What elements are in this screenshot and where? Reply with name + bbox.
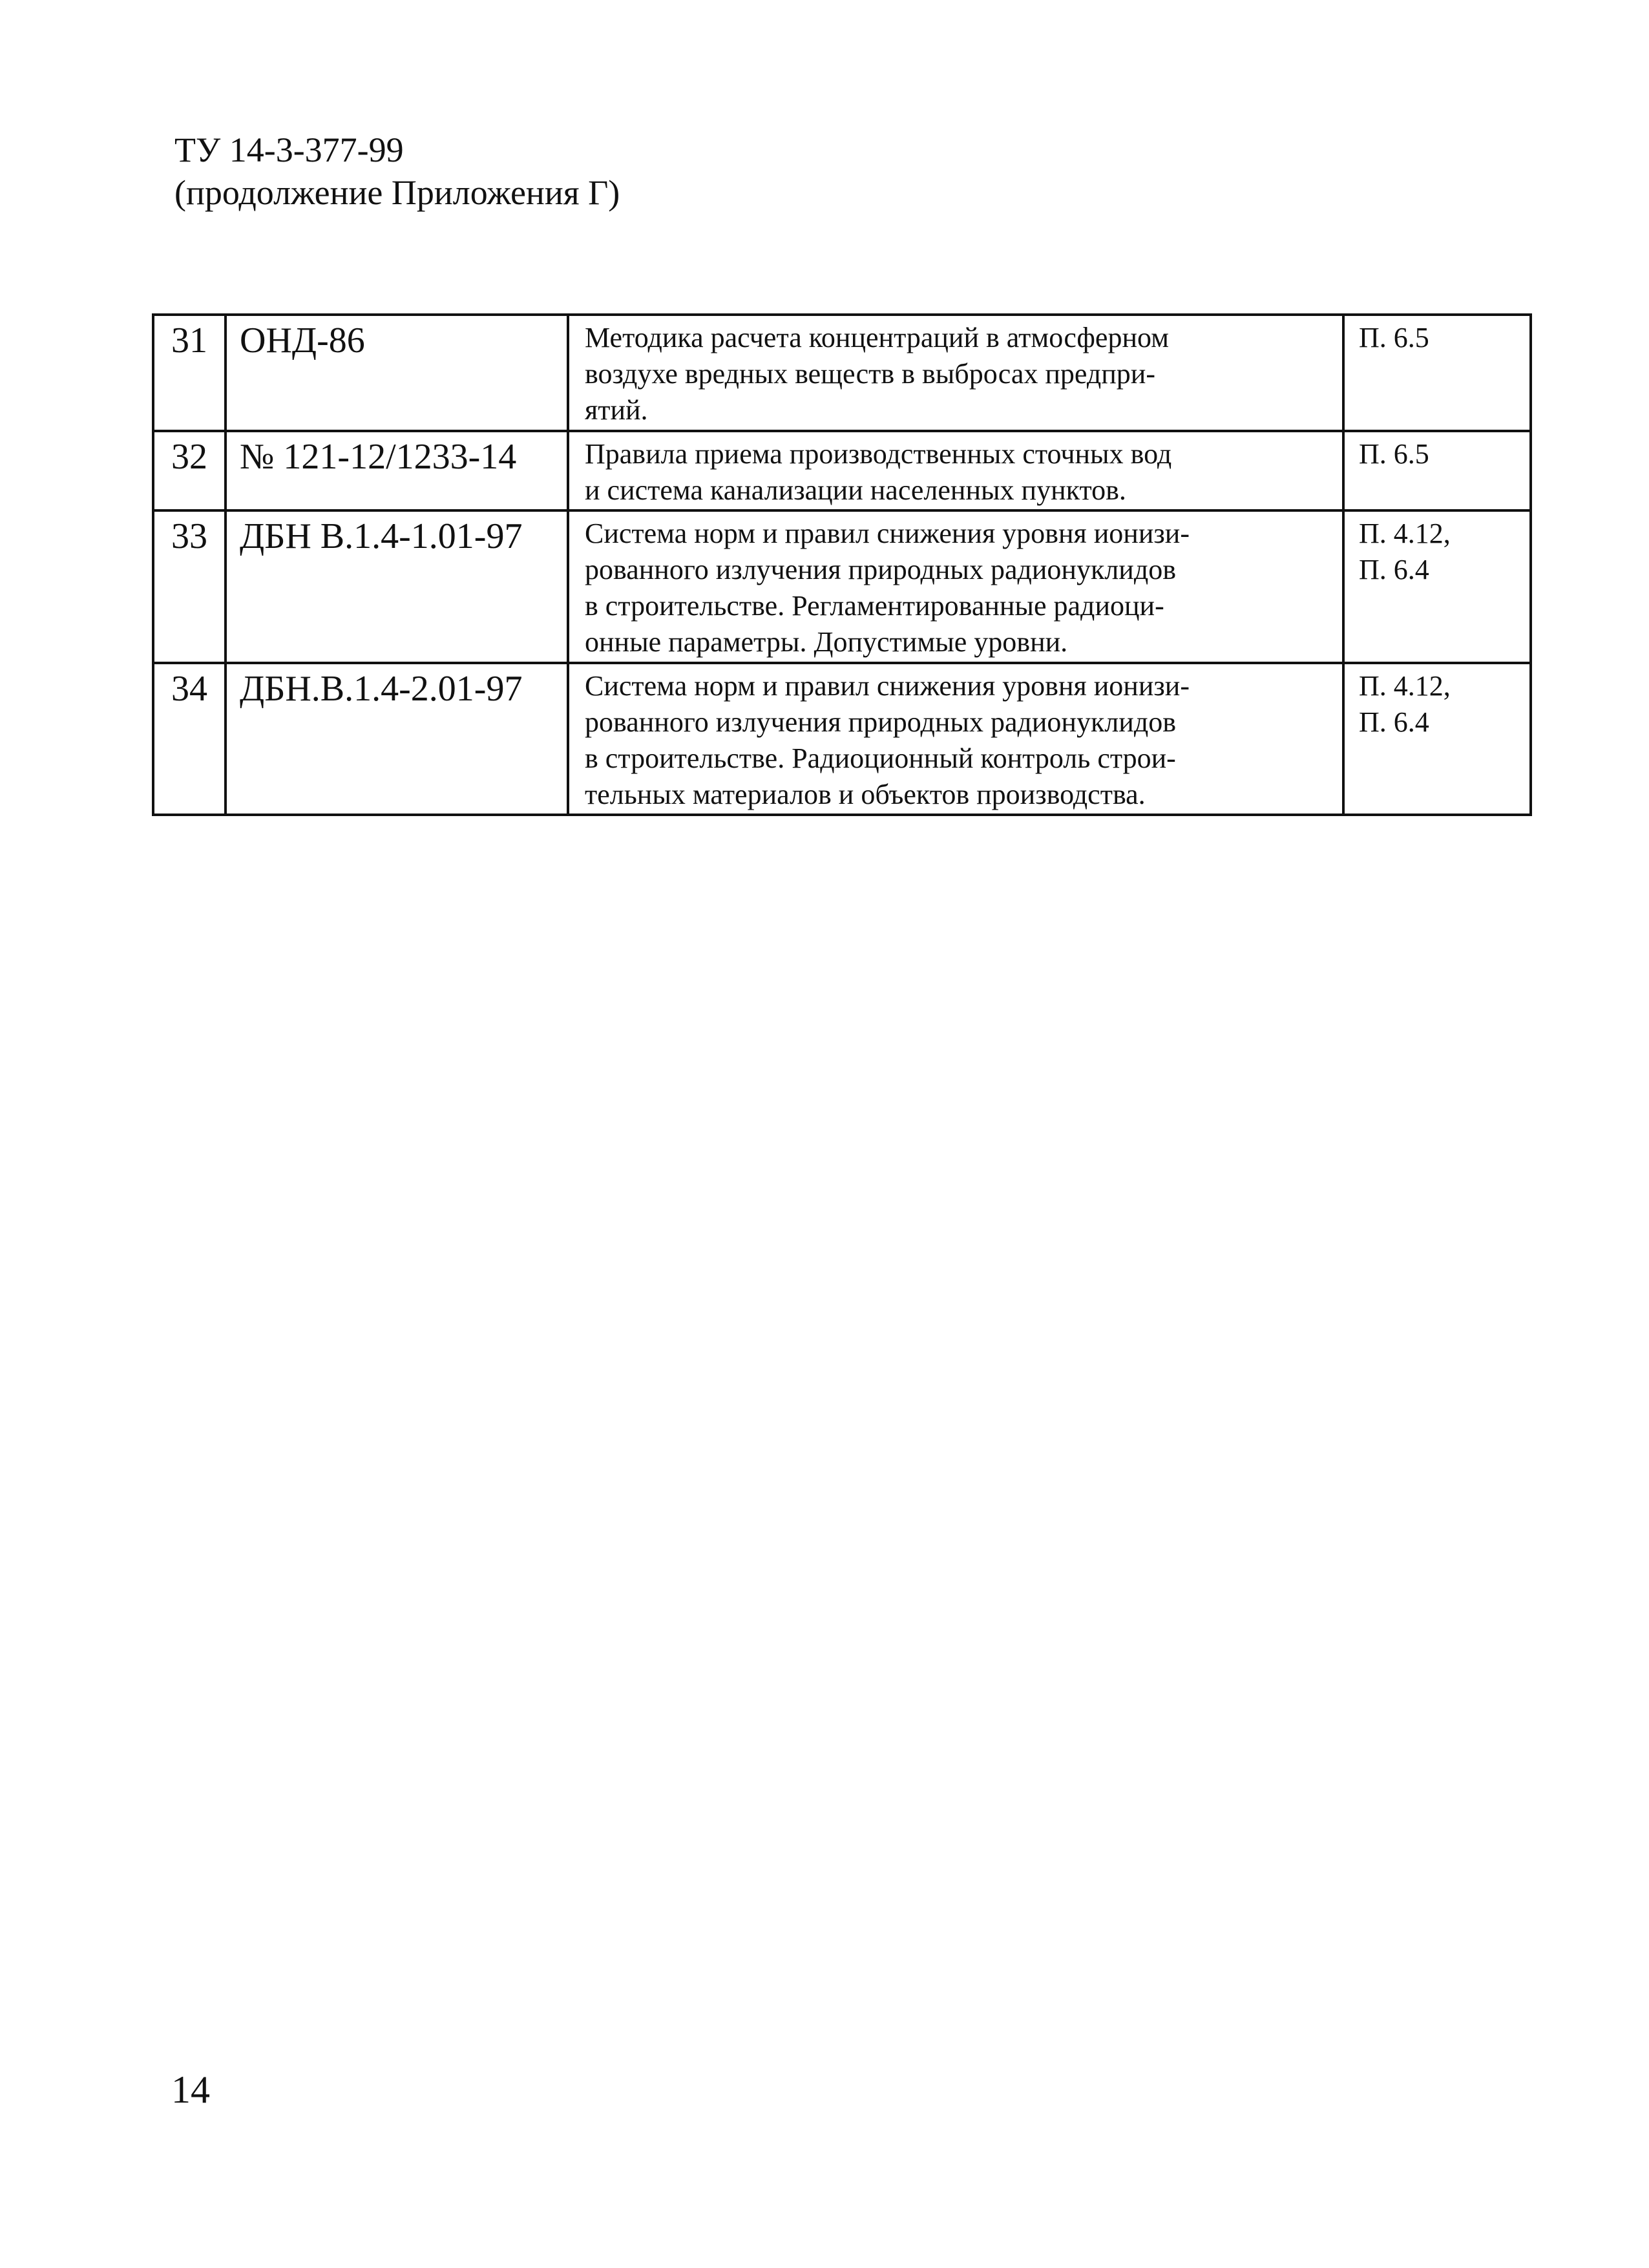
title-line: воздухе вредных веществ в выбросах предпри- [585,357,1156,390]
document-code: ОНД-86 [226,315,568,431]
clause-reference [1343,431,1531,511]
ref-line: П. 6.5 [1359,437,1429,470]
clause-reference [1343,315,1531,431]
row-number: 34 [153,663,226,815]
title-line: в строительстве. Регламентированные радиоци- [585,590,1164,622]
title-line: тельных материалов и объектов производства. [585,778,1146,810]
title-line: Система норм и правил снижения уровня ионизи- [585,518,1190,550]
document-title [568,315,1343,431]
page-number: 14 [171,2068,210,2111]
title-line: рованного излучения природных радионуклидов [585,554,1177,586]
row-number: 32 [153,431,226,511]
document-title [568,663,1343,815]
title-line: онные параметры. Допустимые уровни. [585,626,1068,658]
ref-line: П. 6.4 [1359,554,1429,586]
title-line: ятий. [585,394,648,426]
clause-reference [1343,510,1531,663]
ref-line: П. 4.12, [1359,518,1451,550]
table-row [153,510,1531,663]
standards-table [152,313,1532,816]
title-line: и система канализации населенных пунктов. [585,474,1126,506]
table-row [153,663,1531,815]
table-row [153,315,1531,431]
document-code: ДБН.В.1.4-2.01-97 [226,663,568,815]
ref-line: П. 6.5 [1359,322,1429,353]
title-line: Правила приема производственных сточных вод [585,437,1172,470]
document-code: № 121-12/1233-14 [226,431,568,511]
ref-line: П. 6.4 [1359,706,1429,738]
doc-code: ТУ 14-3-377-99 [174,131,404,169]
clause-reference [1343,663,1531,815]
document-title [568,510,1343,663]
title-line: в строительстве. Радиоционный контроль строи- [585,742,1176,774]
title-line: Система норм и правил снижения уровня ионизи- [585,669,1190,702]
row-number: 33 [153,510,226,663]
document-header [174,129,620,215]
row-number: 31 [153,315,226,431]
table-row [153,431,1531,511]
title-line: рованного излучения природных радионуклидов [585,706,1177,738]
document-code: ДБН В.1.4-1.01-97 [226,510,568,663]
document-title [568,431,1343,511]
title-line: Методика расчета концентраций в атмосферном [585,322,1169,353]
ref-line: П. 4.12, [1359,669,1451,702]
appendix-subtitle: (продолжение Приложения Г) [174,173,620,212]
